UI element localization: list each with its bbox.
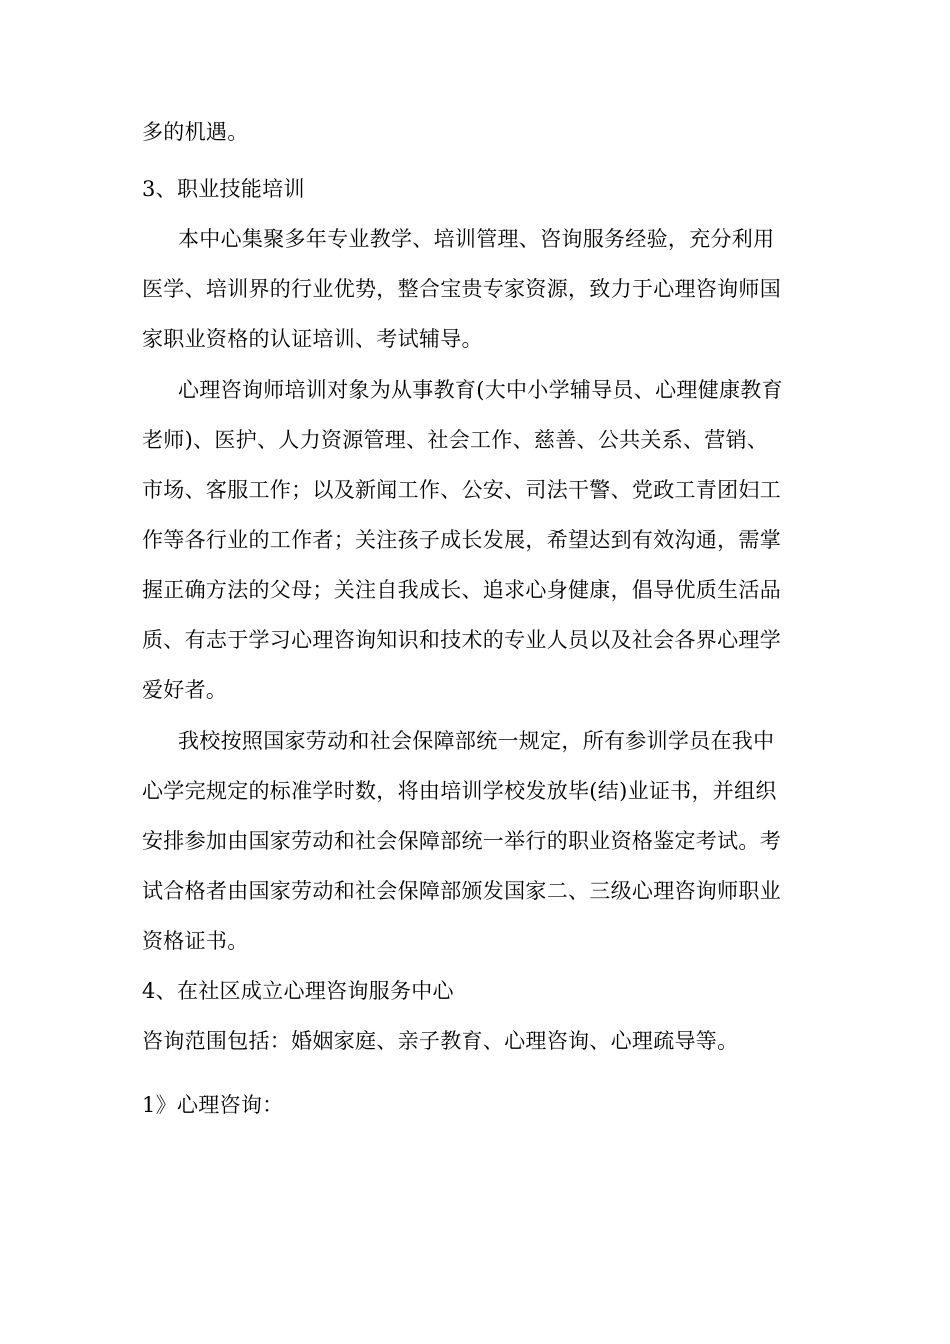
text-line: 老师)、医护、人力资源管理、社会工作、慈善、公共关系、营销、 xyxy=(142,428,769,452)
text-line: 家职业资格的认证培训、考试辅导。 xyxy=(142,327,483,351)
section-heading-3: 3、职业技能培训 xyxy=(142,177,305,201)
subsection-heading: 1》心理咨询： xyxy=(142,1093,284,1117)
text-line: 心学完规定的标准学时数，将由培训学校发放毕(结)业证书，并组织 xyxy=(142,779,777,803)
text-line: 本中心集聚多年专业教学、培训管理、咨询服务经验，充分利用 xyxy=(178,227,775,251)
text-line: 我校按照国家劳动和社会保障部统一规定，所有参训学员在我中 xyxy=(178,729,775,753)
text-line: 资格证书。 xyxy=(142,929,249,953)
text-line: 咨询范围包括：婚姻家庭、亲子教育、心理咨询、心理疏导等。 xyxy=(142,1029,739,1053)
section-heading-4: 4、在社区成立心理咨询服务中心 xyxy=(142,979,454,1003)
text-line: 握正确方法的父母；关注自我成长、追求心身健康，倡导优质生活品 xyxy=(142,578,781,602)
text-line: 安排参加由国家劳动和社会保障部统一举行的职业资格鉴定考试。考 xyxy=(142,829,781,853)
text-line: 试合格者由国家劳动和社会保障部颁发国家二、三级心理咨询师职业 xyxy=(142,879,781,903)
text-line: 作等各行业的工作者；关注孩子成长发展，希望达到有效沟通，需掌 xyxy=(142,528,781,552)
text-line: 市场、客服工作；以及新闻工作、公安、司法干警、党政工青团妇工 xyxy=(142,478,781,502)
text-line: 多的机遇。 xyxy=(142,120,249,144)
text-line: 爱好者。 xyxy=(142,678,228,702)
text-line: 心理咨询师培训对象为从事教育(大中小学辅导员、心理健康教育 xyxy=(178,378,783,402)
text-line: 医学、培训界的行业优势，整合宝贵专家资源，致力于心理咨询师国 xyxy=(142,277,781,301)
text-line: 质、有志于学习心理咨询知识和技术的专业人员以及社会各界心理学 xyxy=(142,628,781,652)
